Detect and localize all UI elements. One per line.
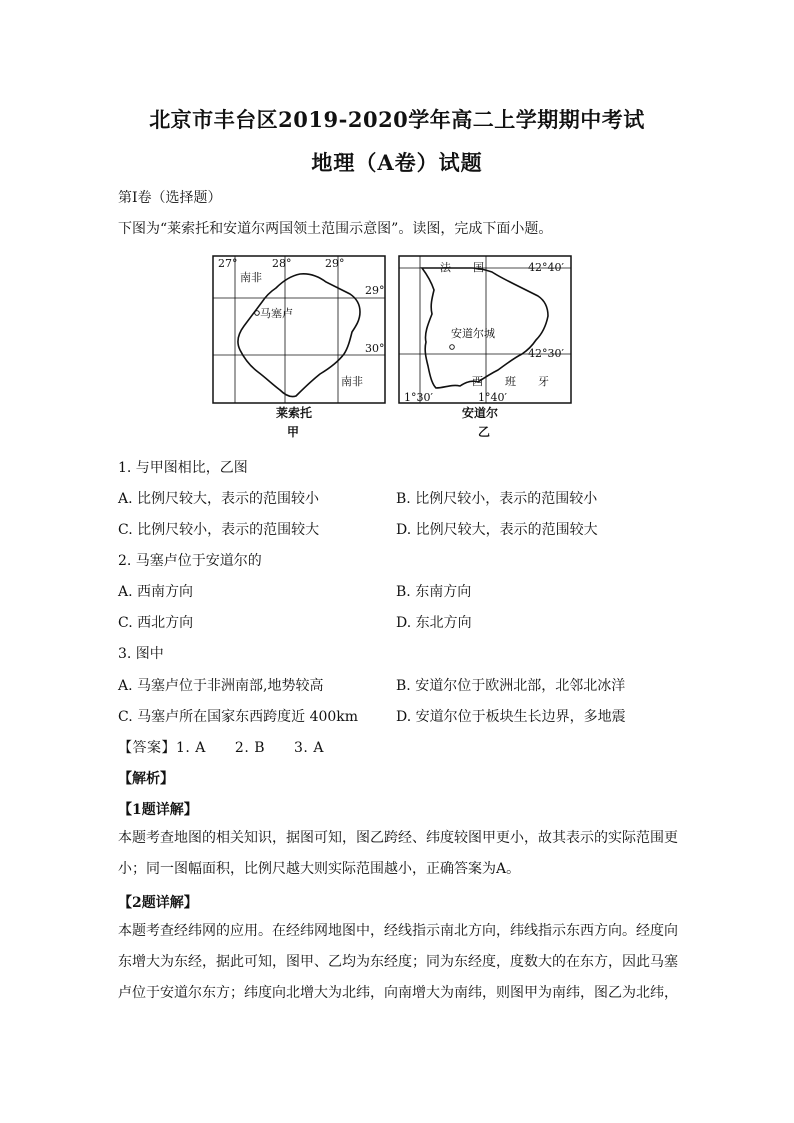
question-2-option-a: A. 西南方向	[118, 584, 194, 600]
region-label-south-africa-north: 南非	[240, 271, 262, 284]
figure-caption-yi: 乙	[478, 425, 491, 439]
lat-label-30: 30°	[365, 342, 385, 355]
section-heading: 第Ⅰ卷（选择题）	[118, 190, 222, 206]
answer-key: 【答案】1. A 2. B 3. A	[118, 740, 324, 756]
question-2-option-d: D. 东北方向	[396, 615, 472, 631]
region-label-south-africa-south: 南非	[341, 375, 363, 388]
lat-label-42-40: 42°40′	[528, 261, 564, 274]
city-label-andorra-la-vella: 安道尔城	[451, 327, 495, 340]
document-title: 北京市丰台区2019-2020学年高二上学期期中考试	[149, 107, 645, 132]
question-1-stem: 1. 与甲图相比，乙图	[118, 460, 248, 476]
lat-label-29: 29°	[365, 284, 385, 297]
map-figure-svg	[210, 254, 600, 444]
lon-label-28: 28°	[272, 257, 292, 270]
city-label-maseru: 马塞卢	[260, 307, 293, 320]
question-3-option-c: C. 马塞卢所在国家东西跨度近 400km	[118, 709, 359, 725]
country-label-lesotho: 莱索托	[276, 406, 313, 420]
question-intro: 下图为“莱索托和安道尔两国领土范围示意图”。读图，完成下面小题。	[118, 221, 553, 237]
lon-label-27: 27°	[218, 257, 238, 270]
detail-1-heading: 【1题详解】	[118, 802, 198, 818]
figure-caption-jia: 甲	[287, 425, 300, 439]
map-andorra	[399, 256, 571, 439]
question-2-option-c: C. 西北方向	[118, 615, 194, 631]
question-1-option-b: B. 比例尺较小，表示的范围较小	[396, 491, 598, 507]
question-1-option-a: A. 比例尺较大，表示的范围较小	[118, 491, 320, 507]
analysis-heading: 【解析】	[118, 771, 174, 787]
andorra-city-dot	[450, 345, 455, 350]
map-lesotho	[213, 256, 385, 439]
question-3-option-a: A. 马塞卢位于非洲南部,地势较高	[118, 678, 324, 694]
lon-label-29: 29°	[325, 257, 345, 270]
region-label-spain: 西 班 牙	[472, 375, 549, 388]
detail-2-heading: 【2题详解】	[118, 895, 198, 911]
question-3-option-b: B. 安道尔位于欧洲北部，北邻北冰洋	[396, 678, 626, 694]
lon-label-1-40: 1°40′	[478, 391, 507, 404]
country-label-andorra: 安道尔	[462, 406, 499, 420]
maseru-city-dot	[255, 311, 260, 316]
question-2-stem: 2. 马塞卢位于安道尔的	[118, 553, 262, 569]
map-figure	[210, 254, 600, 444]
detail-2-text: 本题考查经纬网的应用。在经纬网地图中，经线指示南北方向，纬线指示东西方向。经度向东增大为东经，据此可知，图甲、乙均为东经度；同为东经度，度数大的在东方，因此马塞卢位于安道尔东方；纬度向北增大为北纬，向南增大为南纬，则图甲为南纬，图乙为北纬，	[118, 923, 678, 1001]
question-1-option-d: D. 比例尺较大，表示的范围较大	[396, 522, 598, 538]
document-subtitle: 地理（A卷）试题	[311, 150, 483, 175]
lon-label-1-30: 1°30′	[404, 391, 433, 404]
lat-label-42-30: 42°30′	[528, 347, 564, 360]
detail-1-text: 本题考查地图的相关知识，据图可知，图乙跨经、纬度较图甲更小，故其表示的实际范围更小；同一图幅面积，比例尺越大则实际范围越小，正确答案为A。	[118, 830, 678, 877]
question-3-option-d: D. 安道尔位于板块生长边界，多地震	[396, 709, 626, 725]
region-label-france: 法 国	[440, 261, 484, 274]
question-1-option-c: C. 比例尺较小，表示的范围较大	[118, 522, 320, 538]
question-2-option-b: B. 东南方向	[396, 584, 472, 600]
question-3-stem: 3. 图中	[118, 646, 164, 662]
